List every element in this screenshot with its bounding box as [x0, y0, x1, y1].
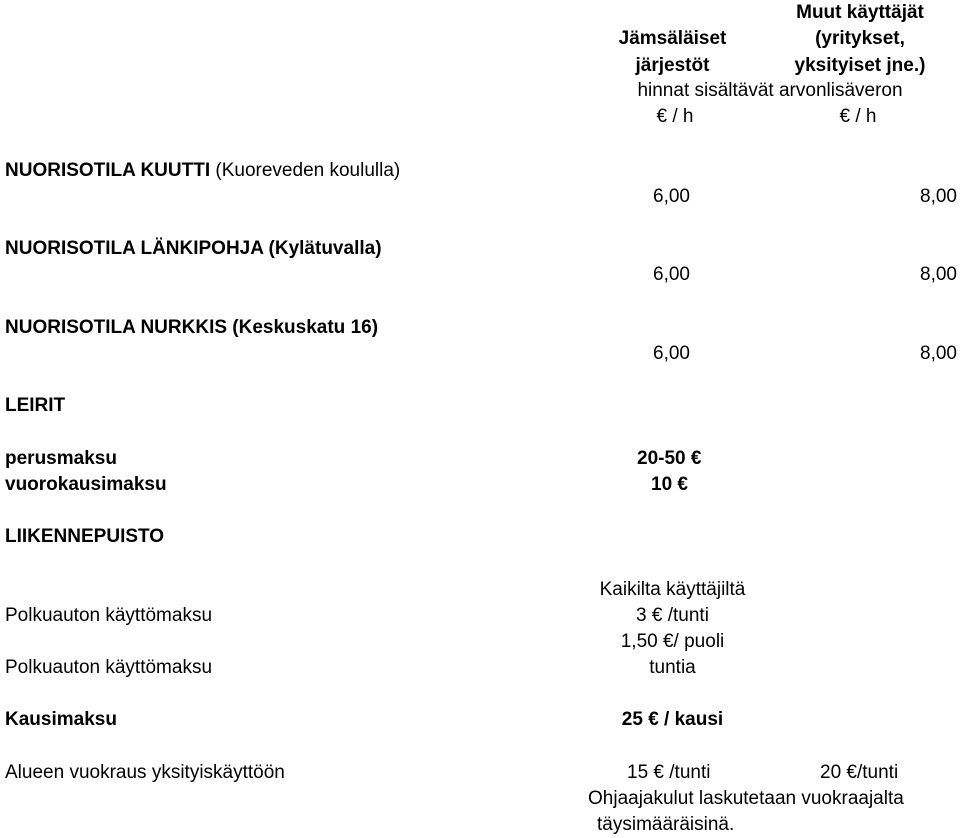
header-col2-line3: yksityiset jne.) [794, 55, 926, 76]
pedal-car-fee-value: 3 € /tunti [636, 605, 709, 626]
price-local: 6,00 [653, 264, 690, 285]
pedal-car-half-fee-label: Polkuauton käyttömaksu [5, 657, 213, 678]
pedal-car-half-fee-value-line1: 1,50 €/ puoli [620, 631, 725, 652]
header-col1-line1: Jämsäläiset [618, 28, 727, 49]
price-local: 6,00 [653, 343, 690, 364]
unit-col1: € / h [656, 106, 694, 127]
vat-note: hinnat sisältävät arvonlisäveron [637, 80, 903, 101]
unit-col2: € / h [839, 106, 877, 127]
youth-center-name: NUORISOTILA KUUTTI [5, 160, 211, 181]
price-other: 8,00 [920, 343, 957, 364]
price-local: 6,00 [653, 186, 690, 207]
season-fee-label: Kausimaksu [5, 709, 117, 730]
header-col2-line2: (yritykset, [815, 28, 905, 49]
youth-center-lankipohja: NUORISOTILA LÄNKIPOHJA (Kylätuvalla) [5, 238, 382, 259]
traffic-park-heading: LIIKENNEPUISTO [5, 526, 165, 547]
pedal-car-fee-label: Polkuauton käyttömaksu [5, 605, 213, 626]
header-col2-line1: Muut käyttäjät [796, 2, 924, 23]
camp-daily-value: 10 € [651, 474, 688, 495]
price-other: 8,00 [920, 186, 957, 207]
youth-center-location: (Kuoreveden koululla) [210, 160, 401, 181]
youth-center-nurkkis: NUORISOTILA NURKKIS (Keskuskatu 16) [5, 317, 379, 338]
area-rental-note-line1: Ohjaajakulut laskutetaan vuokraajalta [588, 788, 904, 809]
area-rental-price-other: 20 €/tunti [820, 762, 899, 783]
camp-daily-label: vuorokausimaksu [5, 474, 167, 495]
all-users-note: Kaikilta käyttäjiltä [599, 579, 746, 600]
camp-fee-label: perusmaksu [5, 448, 117, 469]
area-rental-price-local: 15 € /tunti [627, 762, 711, 783]
area-rental-label: Alueen vuokraus yksityiskäyttöön [5, 762, 285, 783]
header-col1-line2: järjestöt [635, 55, 710, 76]
camps-heading: LEIRIT [5, 395, 66, 416]
price-other: 8,00 [920, 264, 957, 285]
youth-center-kuutti [5, 158, 400, 184]
pedal-car-half-fee-value-line2: tuntia [649, 657, 696, 678]
camp-fee-value: 20-50 € [637, 448, 702, 469]
area-rental-note-line2: täysimääräisinä. [597, 814, 735, 835]
season-fee-value: 25 € / kausi [621, 709, 724, 730]
